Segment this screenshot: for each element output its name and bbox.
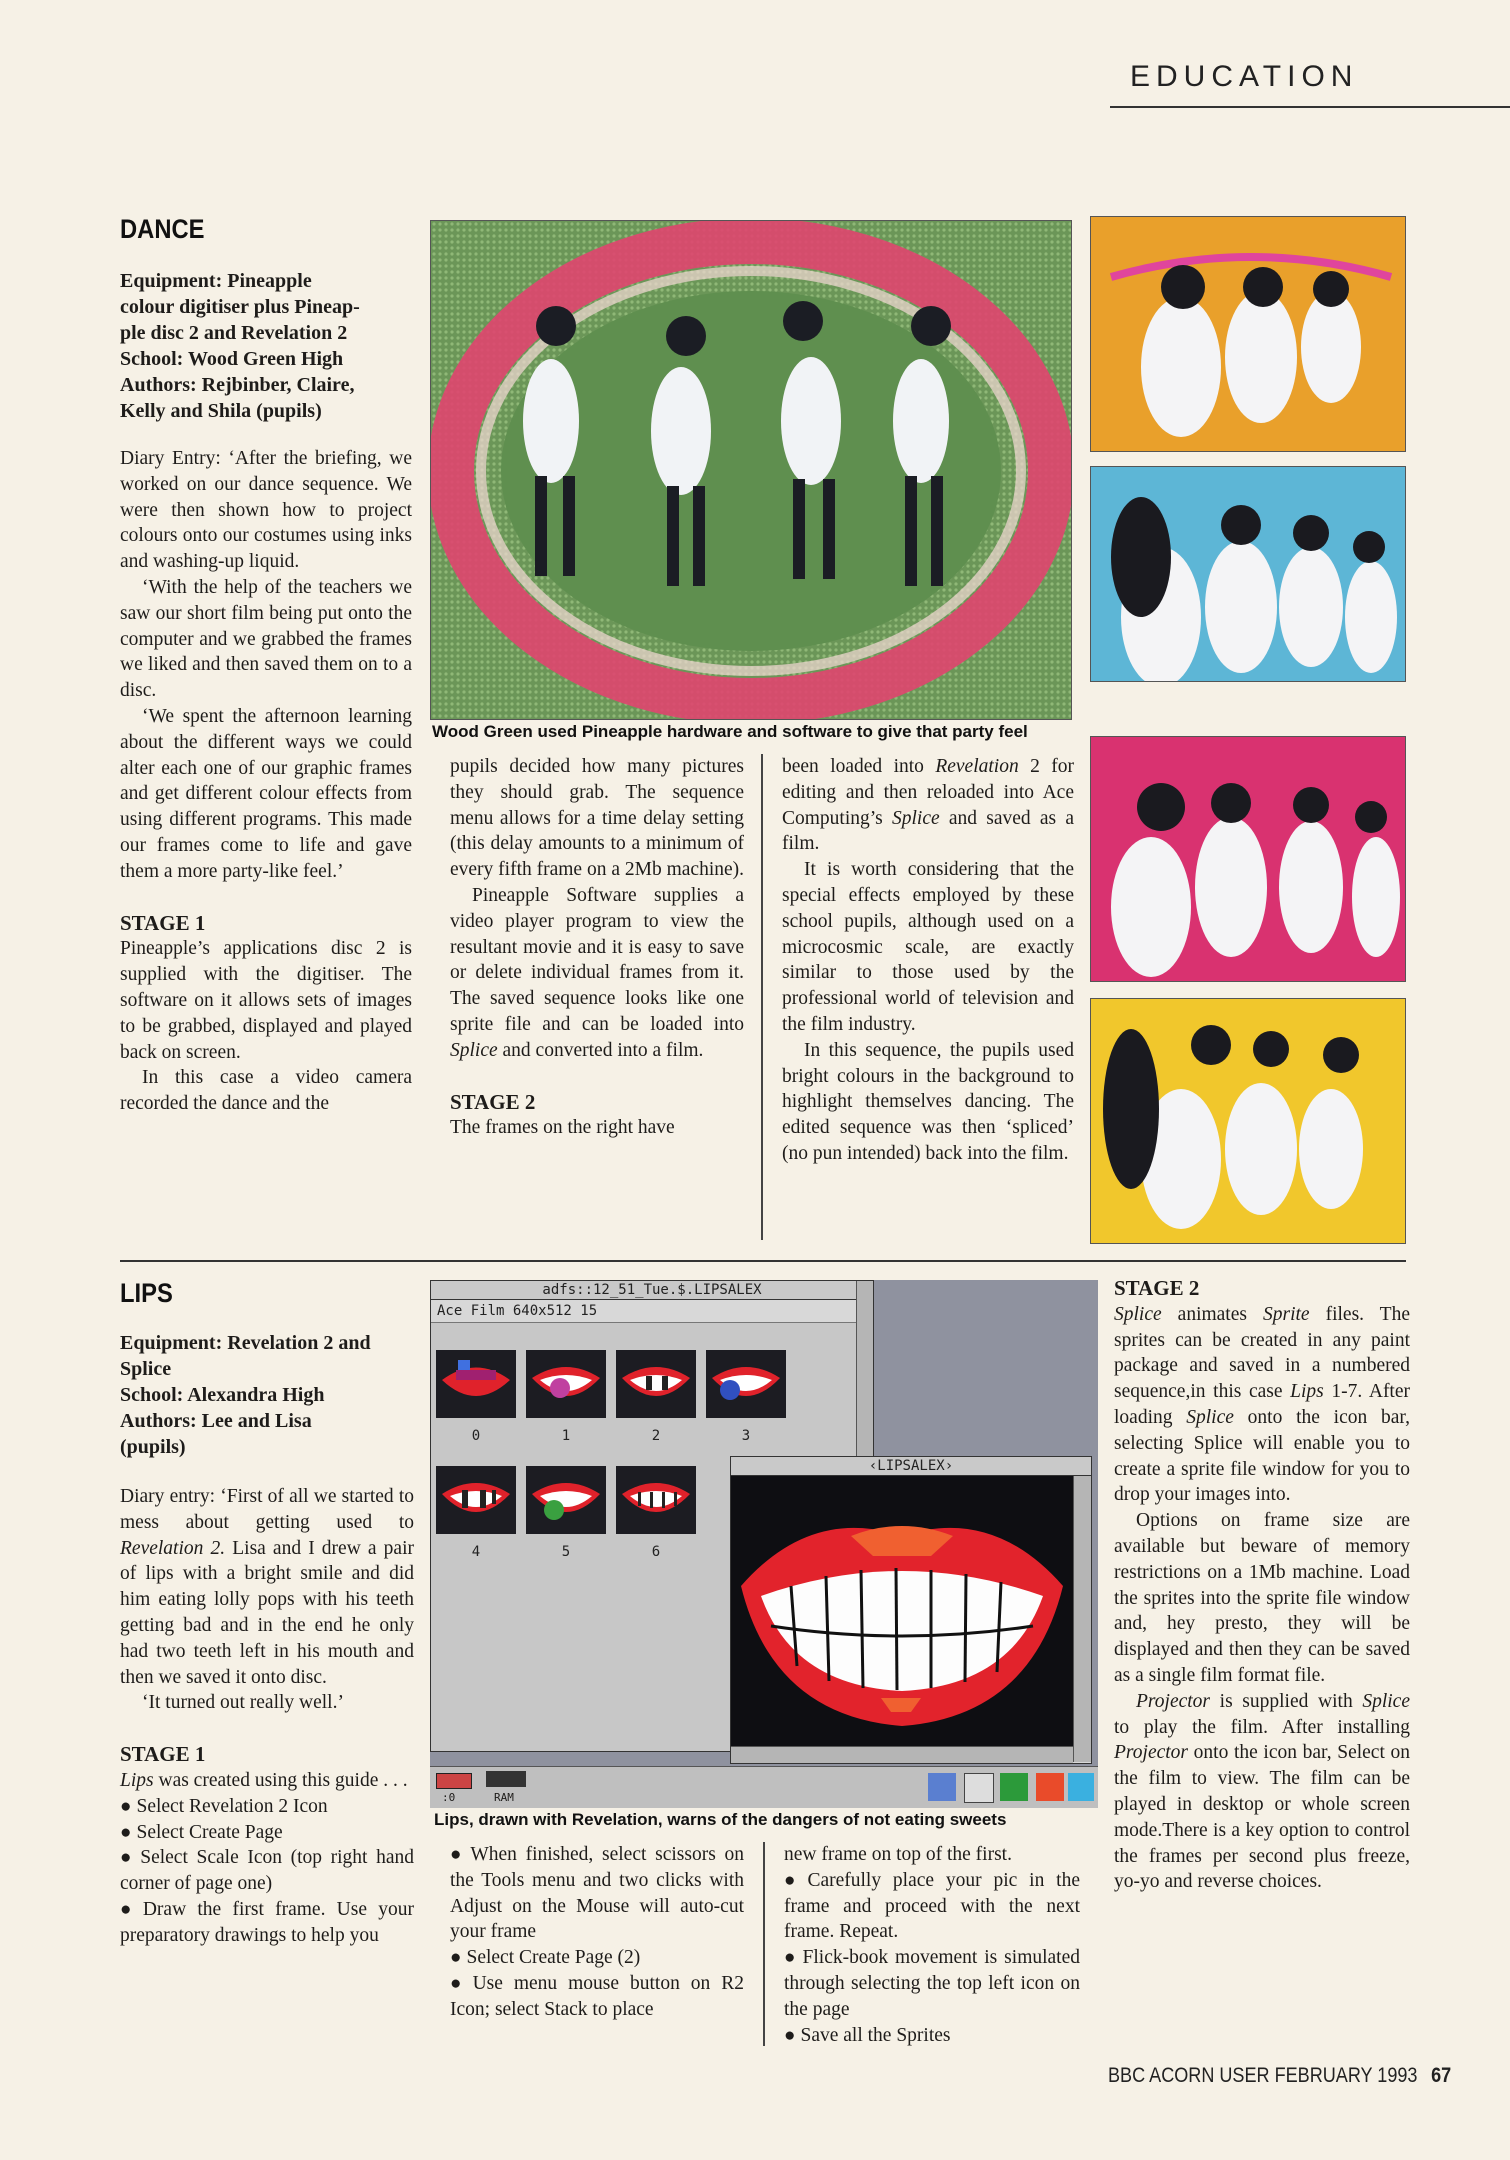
dance-main-photo — [430, 220, 1072, 720]
sprite-frame[interactable] — [526, 1350, 606, 1418]
list-item: ● Save all the Sprites — [784, 2023, 1080, 2049]
dance-stage1-heading: STAGE 1 — [120, 910, 206, 935]
dance-paragraph: In this case a video camera recorded the dance and the — [120, 1067, 412, 1115]
list-item: ● Select Create Page — [120, 1820, 414, 1846]
lips-column-1 — [120, 1484, 414, 1949]
lips-caption: Lips, drawn with Revelation, warns of the dangers of not eating sweets — [434, 1810, 1007, 1829]
list-item: ● When finished, select scissors on the Tools menu and two clicks with Adjust on the Mouse will auto-cut your frame — [450, 1842, 744, 1945]
dance-side-photo-1 — [1090, 216, 1406, 452]
app-icon[interactable] — [928, 1773, 956, 1801]
lips-column-3 — [784, 1842, 1080, 2048]
lips-steps-list-2 — [450, 1842, 744, 2023]
lips-stage2-column — [1114, 1276, 1410, 1895]
sprite-frame[interactable] — [526, 1466, 606, 1534]
lips-stage1-heading: STAGE 1 — [120, 1742, 206, 1767]
ram-disc-icon[interactable] — [486, 1771, 526, 1787]
dance-caption: Wood Green used Pineapple hardware and software to give that party feel — [432, 722, 1028, 741]
list-item: ● Flick-book movement is simulated through selecting the top left icon on the page — [784, 1945, 1080, 2022]
dance-column-1 — [120, 446, 412, 1117]
dance-meta — [120, 268, 420, 424]
frame-number: 4 — [471, 1544, 481, 1560]
dance-paragraph: It is worth considering that the special effects employed by these school pupils, although used on a microcosmic scale, are exactly similar to those used by the professional world of television and the film industry. — [782, 859, 1074, 1035]
lips-steps-list-3 — [784, 1868, 1080, 2049]
lips-paragraph: Splice animates Sprite files. The sprites can be created in any paint package and saved in a numbered sequence,in this case Lips 1-7. After loading Splice onto the icon bar, selecting Splice will enable you to create a sprite file window for you to drop your images into. — [1114, 1303, 1411, 1506]
dance-heading: DANCE — [120, 214, 205, 244]
frame-number: 6 — [651, 1544, 661, 1560]
dance-meta-line: colour digitiser plus Pineap- — [120, 296, 360, 318]
lips-paragraph: ‘It turned out really well.’ — [142, 1692, 344, 1714]
list-item: ● Carefully place your pic in the frame and proceed with the next frame. Repeat. — [784, 1868, 1080, 1945]
list-item: ● Select Revelation 2 Icon — [120, 1794, 414, 1820]
page-number: 67 — [1431, 2064, 1452, 2087]
header-rule — [1110, 106, 1510, 108]
lips-meta — [120, 1330, 420, 1460]
vscroll[interactable] — [1073, 1476, 1091, 1762]
dance-column-2 — [450, 754, 744, 1141]
big-lips-graphic — [731, 1476, 1073, 1746]
sprite-frame[interactable] — [436, 1466, 516, 1534]
app-icon[interactable] — [1068, 1773, 1094, 1801]
list-item: ● Draw the first frame. Use your preparatory drawings to help you — [120, 1897, 414, 1949]
lips-meta-line: Authors: Lee and Lisa — [120, 1410, 312, 1432]
frame-number: 3 — [741, 1428, 751, 1444]
list-item: ● Select Create Page (2) — [450, 1945, 744, 1971]
icon-bar — [430, 1766, 1098, 1808]
frame-number: 0 — [471, 1428, 481, 1444]
lips-steps-list-1 — [120, 1794, 414, 1949]
dance-stage2-heading: STAGE 2 — [450, 1089, 536, 1114]
lips-heading: LIPS — [120, 1278, 173, 1308]
film-info: Ace Film 640x512 15 — [431, 1300, 873, 1323]
dance-side-graphic-3 — [1091, 737, 1405, 981]
lips-sprite-graphic — [526, 1466, 606, 1534]
lips-sprite-graphic — [616, 1466, 696, 1534]
lips-stage2-heading: STAGE 2 — [1114, 1276, 1200, 1300]
list-item: ● Use menu mouse button on R2 Icon; select Stack to place — [450, 1971, 744, 2023]
drive-icon[interactable] — [436, 1773, 472, 1789]
lips-column-divider — [763, 1842, 765, 2046]
sprite-frame[interactable] — [706, 1350, 786, 1418]
dance-meta-line: Equipment: Pineapple — [120, 270, 312, 292]
dance-meta-line: Kelly and Shila (pupils) — [120, 400, 322, 422]
list-item: ● Select Scale Icon (top right hand corner of page one) — [120, 1845, 414, 1897]
frame-number: 1 — [561, 1428, 571, 1444]
lips-sprite-graphic — [436, 1466, 516, 1534]
footer-publication: BBC ACORN USER FEBRUARY 1993 — [1108, 2064, 1418, 2087]
dance-meta-line: Authors: Rejbinber, Claire, — [120, 374, 355, 396]
lips-meta-line: (pupils) — [120, 1436, 186, 1458]
lips-sprite-graphic — [616, 1350, 696, 1418]
dance-paragraph: Pineapple Software supplies a video player program to view the resultant movie and it is easy to save or delete individual frames from it. The saved sequence looks like one sprite file and can be loaded into Splice and converted into a film. — [450, 884, 744, 1061]
window-title: adfs::12_51_Tue.$.LIPSALEX — [542, 1282, 762, 1298]
frame-number: 2 — [651, 1428, 661, 1444]
sprite-frame[interactable] — [616, 1466, 696, 1534]
lips-paragraph: Projector is supplied with Splice to play the film. After installing Projector onto the icon bar, Select on the film to view. The film can be played in desktop or whole screen mode.There is a key option to control the frames per second plus freeze, yo-yo and reverse choices. — [1114, 1690, 1410, 1893]
dance-side-graphic-2 — [1091, 467, 1405, 681]
dance-side-photo-4 — [1090, 998, 1406, 1244]
dance-paragraph: Diary Entry: ‘After the briefing, we worked on our dance sequence. We were then shown how to project colours onto our costumes using inks and washing-up liquid. — [120, 448, 412, 573]
dance-column-3 — [782, 754, 1074, 1167]
hscroll[interactable] — [731, 1746, 1073, 1763]
frame-number: 5 — [561, 1544, 571, 1560]
section-divider — [120, 1260, 1406, 1262]
lips-sprite-graphic — [706, 1350, 786, 1418]
dance-side-photo-2 — [1090, 466, 1406, 682]
dance-side-graphic-4 — [1091, 999, 1405, 1243]
drive-label: :0 — [442, 1791, 456, 1804]
app-icon[interactable] — [964, 1773, 994, 1803]
ram-label: RAM — [494, 1791, 514, 1804]
dance-photo-graphic — [431, 221, 1071, 719]
sprite-frame[interactable] — [436, 1350, 516, 1418]
lips-meta-line: School: Alexandra High — [120, 1384, 325, 1406]
lips-paragraph: Options on frame size are available but beware of memory restrictions on a 1Mb machine. Load the sprites into the sprite file window and, hey presto, they will be displayed and then they can be saved as a single film format file. — [1114, 1510, 1410, 1686]
window-title: ‹LIPSALEX› — [868, 1458, 954, 1474]
dance-paragraph: been loaded into Revelation 2 for editing and then reloaded into Ace Computing’s Splice and saved as a film. — [782, 756, 1074, 855]
dance-paragraph: pupils decided how many pictures they should grab. The sequence menu allows for a time delay setting (this delay amounts to a minimum of every fifth frame on a 2Mb machine). — [450, 756, 745, 881]
dance-paragraph: Pineapple’s applications disc 2 is supplied with the digitiser. The software on it allows sets of images to be grabbed, displayed and played back on screen. — [120, 938, 412, 1063]
lips-paragraph: new frame on top of the first. — [784, 1844, 1012, 1865]
dance-side-graphic-1 — [1091, 217, 1405, 451]
page-footer — [1108, 2064, 1451, 2088]
app-icon[interactable] — [1036, 1773, 1064, 1801]
lips-meta-line: Equipment: Revelation 2 and — [120, 1332, 371, 1354]
dance-meta-line: School: Wood Green High — [120, 348, 344, 370]
dance-side-photo-3 — [1090, 736, 1406, 982]
dance-column-divider — [761, 754, 763, 1240]
app-icon[interactable] — [1000, 1773, 1028, 1801]
film-preview-window[interactable] — [730, 1456, 1092, 1764]
window-title-bar[interactable] — [731, 1457, 1091, 1476]
dance-paragraph: ‘We spent the afternoon learning about the different ways we could alter each one of our graphic frames and get different colour effects from using different programs. This made our frames come to life and gave them a more party-like feel.’ — [120, 705, 412, 882]
dance-paragraph: ‘With the help of the teachers we saw our short film being put onto the computer and we grabbed the frames we liked and then saved them on to a disc. — [120, 576, 412, 702]
lips-paragraph: Lips was created using this guide . . . — [120, 1769, 408, 1791]
lips-column-2 — [450, 1842, 744, 2023]
sprite-frame[interactable] — [616, 1350, 696, 1418]
section-label: EDUCATION — [1130, 60, 1359, 93]
window-title-bar[interactable] — [431, 1281, 873, 1300]
lips-meta-line: Splice — [120, 1358, 172, 1380]
film-frame — [731, 1476, 1073, 1746]
dance-paragraph: The frames on the right have — [450, 1117, 675, 1139]
lips-sprite-graphic — [436, 1350, 516, 1418]
lips-paragraph: Diary entry: ‘First of all we started to mess about getting used to Revelation 2. Lisa and I drew a pair of lips with a bright smile and did him eating lolly pops with his teeth getting bad and in the end he only had two teeth left in his mouth and then we saved it onto disc. — [120, 1486, 414, 1688]
lips-sprite-graphic — [526, 1350, 606, 1418]
dance-paragraph: In this sequence, the pupils used bright colours in the background to highlight themselves dancing. The edited sequence was then ‘spliced’ (no pun intended) back into the film. — [782, 1039, 1074, 1164]
lips-screenshot — [430, 1280, 1098, 1808]
dance-meta-line: ple disc 2 and Revelation 2 — [120, 322, 348, 344]
